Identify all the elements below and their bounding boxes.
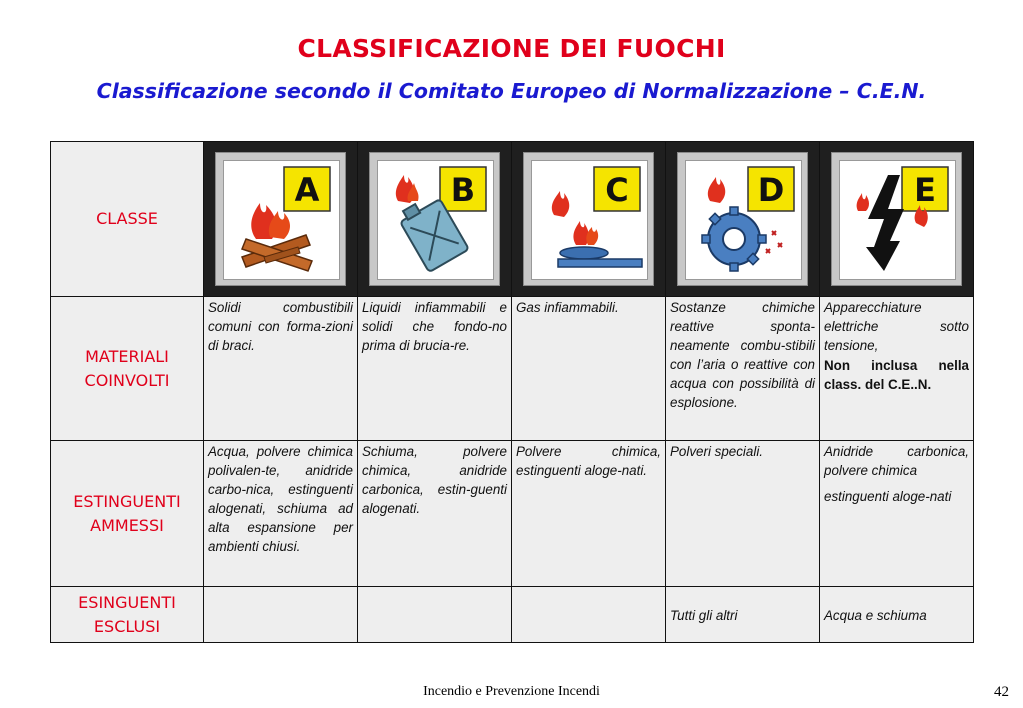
- class-letter: C: [605, 171, 629, 209]
- row-header-classe: CLASSE: [51, 142, 204, 297]
- class-letter: D: [757, 171, 785, 209]
- ammessi-e-cell: Anidride carbonica, polvere chimica estinguenti aloge-nati: [820, 441, 974, 587]
- page-subtitle: Classificazione secondo il Comitato Europeo di Normalizzazione – C.E.N.: [96, 79, 927, 103]
- class-letter: A: [294, 171, 320, 209]
- page-number: 42: [994, 684, 1009, 700]
- burning-wood-icon: [224, 161, 339, 279]
- esclusi-a-cell: [204, 587, 358, 643]
- materiali-a-cell: Solidi combustibili comuni con forma-zioni di braci.: [204, 297, 358, 441]
- burning-metal-gear-icon: [686, 161, 801, 279]
- materiali-b-cell: Liquidi infiammabili e solidi che fondo-no prima di brucia-re.: [358, 297, 512, 441]
- fire-class-table: [50, 141, 974, 643]
- class-d-cell: [666, 142, 820, 297]
- esclusi-d-cell: Tutti gli altri: [666, 587, 820, 643]
- esclusi-c-cell: [512, 587, 666, 643]
- row-esclusi: [51, 587, 974, 643]
- row-header-esclusi: ESINGUENTI ESCLUSI: [51, 587, 204, 643]
- ammessi-a-cell: Acqua, polvere chimica polivalen-te, anidride carbo-nica, estinguenti alogenati, schiuma ad alta espansione per ambienti chiusi.: [204, 441, 358, 587]
- materiali-e-cell: Apparecchiature elettriche sotto tensione, Non inclusa nella class. del C.E..N.: [820, 297, 974, 441]
- esclusi-e-cell: Acqua e schiuma: [820, 587, 974, 643]
- row-header-ammessi: ESTINGUENTI AMMESSI: [51, 441, 204, 587]
- class-letter: E: [914, 171, 936, 209]
- esclusi-b-cell: [358, 587, 512, 643]
- gas-burner-flame-icon: [532, 161, 647, 279]
- footer-text: Incendio e Prevenzione Incendi: [423, 684, 600, 699]
- row-header-materiali: MATERIALI COINVOLTI: [51, 297, 204, 441]
- burning-fuel-can-icon: [378, 161, 493, 279]
- class-letter: B: [450, 171, 476, 209]
- materiali-d-cell: Sostanze chimiche reattive sponta-neamente combu-stibili con l’aria o reattive con acqua con possibilità di esplosione.: [666, 297, 820, 441]
- class-a-cell: [204, 142, 358, 297]
- class-b-cell: [358, 142, 512, 297]
- ammessi-b-cell: Schiuma, polvere chimica, anidride carbonica, estin-guenti alogenati.: [358, 441, 512, 587]
- ammessi-c-cell: Polvere chimica, estinguenti aloge-nati.: [512, 441, 666, 587]
- row-ammessi: [51, 441, 974, 587]
- ammessi-d-cell: Polveri speciali.: [666, 441, 820, 587]
- page-title: CLASSIFICAZIONE DEI FUOCHI: [297, 34, 726, 63]
- electrical-hazard-icon: [840, 161, 955, 279]
- class-e-cell: [820, 142, 974, 297]
- non-inclusa-note: Non inclusa nella class. del C.E..N.: [824, 358, 969, 392]
- materiali-c-cell: Gas infiammabili.: [512, 297, 666, 441]
- class-c-cell: [512, 142, 666, 297]
- row-materiali: [51, 297, 974, 441]
- row-classe: [51, 142, 974, 297]
